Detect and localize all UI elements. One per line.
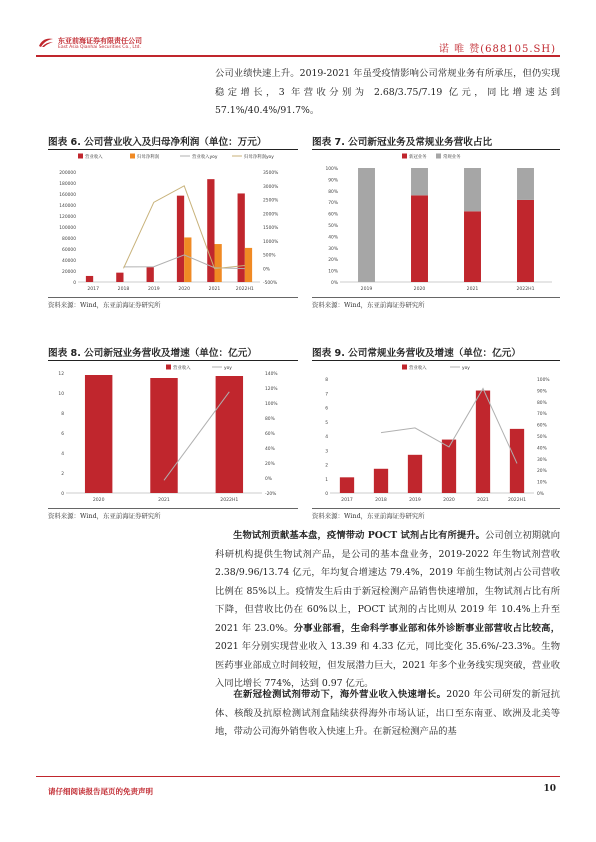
bar-regular — [358, 168, 375, 282]
bar-covid — [464, 211, 481, 282]
y-tick-label: 50% — [328, 224, 338, 229]
y-tick-label: 80000 — [62, 237, 76, 242]
figure-8-caption: 图表 8. 公司新冠业务营收及增速（单位：亿元） — [48, 348, 257, 359]
x-tick-label: 2019 — [409, 498, 421, 503]
figure-9-source: 资料来源：Wind，东亚前海证券研究所 — [312, 512, 425, 520]
y-tick-label: 100000 — [59, 226, 76, 231]
figure-7-caption: 图表 7. 公司新冠业务及常规业务营收占比 — [312, 137, 493, 148]
x-tick-label: 2021 — [208, 287, 221, 292]
bar — [116, 273, 123, 282]
bar — [216, 376, 243, 493]
y2-tick-label: 60% — [537, 423, 547, 429]
y2-tick-label: 100% — [537, 378, 550, 383]
y2-tick-label: 20% — [265, 462, 275, 467]
y2-tick-label: 0% — [263, 267, 270, 273]
y-tick-label: 90% — [328, 178, 338, 184]
y2-tick-label: 30% — [537, 457, 547, 463]
x-tick-label: 2018 — [117, 287, 130, 292]
paragraph-3-text: 2020 年公司研发的新冠抗体、核酸及抗原检测试剂盒陆续获得海外市场认证，出口至东南亚、欧洲及北美等地，带动公司海外销售收入快速上升。在新冠检测产品的基 — [215, 689, 560, 737]
y2-tick-label: 120% — [265, 387, 278, 392]
y-tick-label: 40000 — [62, 259, 76, 264]
x-tick-label: 2017 — [87, 287, 100, 292]
y-tick-label: 0% — [331, 281, 338, 286]
y2-tick-label: 1000% — [263, 239, 279, 245]
paragraph-2-text-b: 2021 年分别实现营业收入 13.39 和 4.33 亿元，同比变化 35.6%/-23.3%。生物医药事业部成立时间较短，但发展潜力巨大，2021 年多个业务线实现突破，营业收入同比增长 774%，达到 0.97 亿元。 — [215, 641, 560, 689]
y2-tick-label: 10% — [537, 480, 547, 486]
y-tick-label: 40% — [328, 235, 338, 241]
legend-swatch — [130, 154, 135, 159]
y-tick-label: 5 — [325, 420, 328, 426]
header-divider — [36, 55, 560, 57]
y-tick-label: 4 — [325, 435, 328, 440]
figure-8-source-rule — [48, 508, 298, 509]
x-tick-label: 2020 — [92, 498, 105, 503]
legend-label: yoy — [462, 365, 470, 371]
y-tick-label: 10% — [328, 269, 338, 275]
x-tick-label: 2021 — [158, 498, 170, 503]
y2-tick-label: 3500% — [263, 171, 279, 176]
y-tick-label: 70% — [328, 201, 338, 207]
legend-label: 营业收入 — [173, 365, 191, 371]
figure-6-source: 资料来源：Wind，东亚前海证券研究所 — [48, 301, 161, 309]
bar — [408, 455, 422, 493]
chart-regular-revenue — [312, 361, 560, 507]
legend-swatch — [402, 154, 407, 159]
y2-tick-label: 140% — [265, 372, 278, 377]
y-tick-label: 140000 — [59, 204, 76, 209]
y-tick-label: 0 — [73, 281, 76, 286]
bar-covid — [411, 195, 428, 282]
figure-9-caption: 图表 9. 公司常规业务营收及增速（单位：亿元） — [312, 348, 521, 359]
y2-tick-label: 70% — [537, 412, 547, 418]
y2-tick-label: 60% — [265, 432, 275, 437]
figure-6-caption: 图表 6. 公司营业收入及归母净利润（单位：万元） — [48, 137, 267, 148]
y2-tick-label: 2000% — [263, 212, 279, 218]
y2-tick-label: 80% — [265, 417, 275, 422]
figure-7-source: 资料来源：Wind，东亚前海证券研究所 — [312, 301, 425, 309]
y-tick-label: 100% — [325, 167, 338, 172]
bar — [177, 196, 184, 282]
x-tick-label: 2020 — [178, 287, 191, 292]
figure-8-source: 资料来源：Wind，东亚前海证券研究所 — [48, 512, 161, 520]
bar — [510, 429, 524, 493]
y2-tick-label: 50% — [537, 435, 547, 440]
chart-revenue-net-profit — [48, 150, 298, 296]
y-tick-label: 4 — [61, 452, 64, 457]
y-tick-label: 60% — [328, 212, 338, 218]
y2-tick-label: 0% — [265, 477, 272, 482]
bar — [184, 237, 191, 282]
legend-label: 营业收入 — [85, 154, 103, 160]
x-tick-label: 2022H1 — [220, 498, 239, 503]
y-tick-label: 10 — [58, 392, 64, 397]
legend-swatch — [402, 365, 407, 370]
y-tick-label: 12 — [58, 372, 64, 377]
legend-label: 归母净利润 — [137, 154, 159, 160]
bar — [340, 477, 354, 493]
paragraph-biological-reagents — [215, 527, 560, 694]
y-tick-label: 1 — [325, 477, 328, 483]
legend-label: yoy — [224, 365, 232, 371]
chart-covid-revenue — [48, 361, 298, 507]
figure-9-source-rule — [312, 508, 560, 509]
bar-regular — [411, 168, 428, 195]
y-tick-label: 0 — [325, 492, 328, 497]
x-tick-label: 2020 — [413, 287, 426, 292]
bar — [147, 267, 154, 282]
y2-tick-label: 40% — [537, 446, 547, 452]
bar — [215, 244, 222, 282]
y-tick-label: 0 — [61, 492, 64, 497]
company-logo — [38, 36, 54, 48]
bar — [476, 391, 490, 493]
bar-regular — [464, 168, 481, 211]
x-tick-label: 2021 — [477, 498, 489, 503]
y2-tick-label: 3000% — [263, 184, 279, 190]
brand-name-en: East Asia Qianhai Securities Co., Ltd. — [58, 45, 141, 50]
y2-tick-label: 100% — [265, 402, 278, 407]
figure-7-source-rule — [312, 297, 560, 298]
bar-regular — [517, 168, 534, 200]
y2-tick-label: 500% — [263, 253, 276, 259]
x-tick-label: 2017 — [341, 498, 353, 503]
legend-label: 营业收入 — [409, 365, 427, 371]
x-tick-label: 2022H1 — [235, 287, 254, 292]
x-tick-label: 2022H1 — [516, 287, 535, 292]
y-tick-label: 2 — [325, 463, 328, 469]
y-tick-label: 200000 — [59, 171, 76, 176]
figure-6-source-rule — [48, 297, 298, 298]
y-tick-label: 6 — [61, 432, 64, 437]
bar — [245, 248, 252, 282]
bar-covid — [517, 200, 534, 282]
y-tick-label: 20000 — [62, 270, 76, 275]
paragraph-2-lead-b: 分事业部看，生命科学事业部和体外诊断事业部营收占比较高， — [293, 622, 560, 634]
footer-disclaimer: 请仔细阅读报告尾页的免责声明 — [48, 787, 153, 796]
x-tick-label: 2018 — [375, 498, 387, 503]
chart-business-share — [312, 150, 560, 296]
y2-tick-label: 1500% — [263, 226, 279, 231]
x-tick-label: 2020 — [443, 498, 455, 503]
y2-tick-label: 0% — [537, 492, 544, 497]
footer-divider — [36, 776, 560, 777]
y-tick-label: 8 — [325, 378, 328, 383]
stock-title: 诺 唯 赞(688105.SH) — [438, 44, 556, 55]
y-tick-label: 160000 — [59, 193, 76, 198]
y2-tick-label: -20% — [265, 492, 277, 497]
y-tick-label: 30% — [328, 246, 338, 252]
bar — [150, 378, 177, 493]
y-tick-label: 8 — [61, 412, 64, 417]
bar — [85, 375, 112, 493]
y-tick-label: 120000 — [59, 215, 76, 220]
legend-swatch — [78, 154, 83, 159]
y-tick-label: 2 — [61, 472, 64, 477]
y-tick-label: 7 — [325, 392, 328, 398]
brand-name-cn: 东亚前海证券有限责任公司 — [58, 37, 142, 45]
legend-swatch — [166, 365, 171, 370]
x-tick-label: 2022H1 — [507, 498, 527, 503]
bar — [86, 276, 93, 282]
y-tick-label: 20% — [328, 258, 338, 264]
legend-label: 归母净利润yoy — [244, 154, 274, 160]
y-tick-label: 60000 — [62, 248, 76, 253]
paragraph-2-lead: 生物试剂贡献基本盘，疫情带动 POCT 试剂占比有所提升。 — [233, 530, 485, 541]
x-tick-label: 2019 — [147, 287, 160, 292]
x-tick-label: 2019 — [360, 287, 373, 292]
y-tick-label: 3 — [325, 449, 328, 455]
y2-tick-label: 40% — [265, 447, 275, 452]
paragraph-3-lead: 在新冠检测试剂带动下，海外营业收入快速增长。 — [233, 689, 447, 700]
y-tick-label: 180000 — [59, 182, 76, 187]
page-number: 10 — [543, 784, 556, 794]
bar — [374, 469, 388, 493]
legend-label: 新冠业务 — [409, 154, 427, 160]
y2-tick-label: -500% — [263, 281, 278, 286]
legend-swatch — [436, 154, 441, 159]
intro-paragraph: 公司业绩快速上升。2019-2021 年虽受疫情影响公司常规业务有所承压，但仍实现稳定增长，3 年营收分别为 2.68/3.75/7.19 亿元，同比增速达到 57.1%/40.4%/91.7%。 — [215, 68, 560, 116]
paragraph-2-text-a: 公司创立初期就向科研机构提供生物试剂产品，是公司的基本盘业务，2019-2022 年生物试剂营收 2.38/9.96/13.74 亿元，年均复合增速达 79.4%，2019 年前生物试剂占公司营收比例在 85%以上。疫情发生后由于新冠检测产品销售快速增加，生物试剂占比有所下降，但营收比仍在 60%以上，POCT 试剂的占比则从 2019 年 10.4%上升至 2021 年 23.0%。 — [215, 530, 560, 634]
y-tick-label: 80% — [328, 189, 338, 195]
paragraph-overseas — [215, 686, 560, 742]
legend-label: 常规业务 — [443, 154, 461, 160]
legend-label: 营业收入yoy — [192, 154, 218, 160]
y2-tick-label: 20% — [537, 469, 547, 475]
y2-tick-label: 90% — [537, 389, 547, 395]
y2-tick-label: 2500% — [263, 198, 279, 204]
y2-tick-label: 80% — [537, 400, 547, 406]
x-tick-label: 2021 — [466, 287, 479, 292]
bar — [442, 440, 456, 493]
y-tick-label: 6 — [325, 406, 328, 412]
